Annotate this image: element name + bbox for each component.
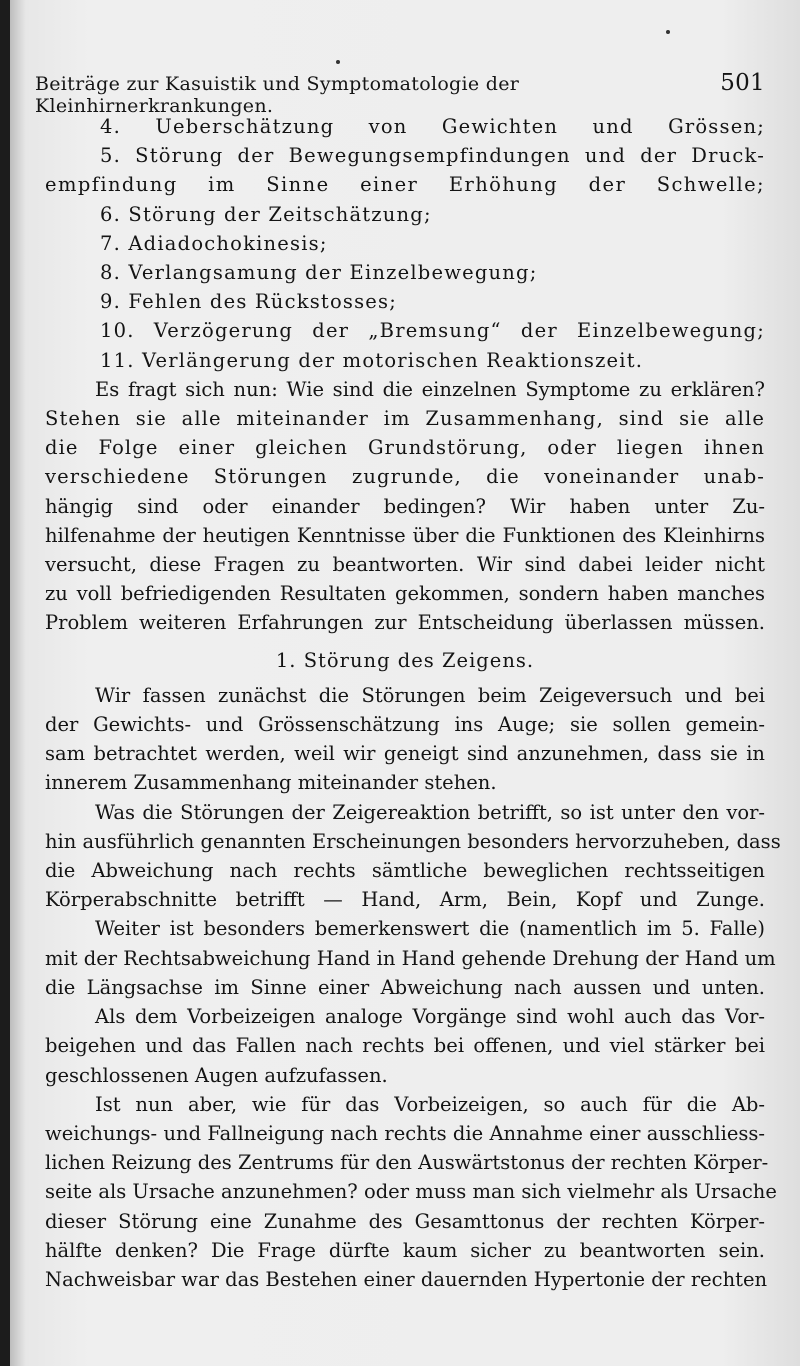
paragraph [45,798,781,915]
text-line: beigehen und das Fallen nach rechts bei offenen, und viel stärker bei [45,1034,765,1058]
running-title: Beiträge zur Kasuistik und Symptomatologie der Kleinhirnerkrankungen. [35,73,520,117]
text-line: Ist nun aber, wie für das Vorbeizeigen, so auch für die Ab- [95,1092,765,1116]
text-line: lichen Reizung des Zentrums für den Auswärtstonus der rechten Körper- [45,1151,769,1175]
scanned-page [10,0,800,1366]
text-line: die Folge einer gleichen Grundstörung, oder liegen ihnen [45,436,765,460]
list-item: 5. Störung der Bewegungsempfindungen und der Druck- [100,144,765,168]
text-line: zu voll befriedigenden Resultaten gekommen, sondern haben manches [45,582,765,606]
section-heading: 1. Störung des Zeigens. [275,648,535,672]
text-line: sam betrachtet werden, weil wir geneigt sind anzunehmen, dass sie in [45,742,765,766]
text-line: innerem Zusammenhang miteinander stehen. [45,771,497,795]
text-line: verschiedene Störungen zugrunde, die voneinander unab- [45,465,765,489]
text-line: dieser Störung eine Zunahme des Gesamttonus der rechten Körper- [45,1209,765,1233]
list-item: 7. Adiadochokinesis; [100,231,328,255]
speck-mark [336,60,340,64]
speck-mark [666,30,670,34]
text-line: Was die Störungen der Zeigereaktion betrifft, so ist unter den vor- [95,800,765,824]
text-line: hängig sind oder einander bedingen? Wir haben unter Zu- [45,494,765,518]
text-line: Körperabschnitte betrifft — Hand, Arm, Bein, Kopf und Zunge. [45,888,765,912]
page-number: 501 [720,70,765,96]
list-item: 6. Störung der Zeitschätzung; [100,202,432,226]
text-line: die Längsachse im Sinne einer Abweichung nach aussen und unten. [45,975,765,999]
text-line: Wir fassen zunächst die Störungen beim Zeigeversuch und bei [95,683,765,707]
paragraph [45,681,765,798]
intro-paragraph [45,375,765,638]
text-line: Es fragt sich nun: Wie sind die einzelnen Symptome zu erklären? [95,377,765,401]
text-line: geschlossenen Augen aufzufassen. [45,1063,388,1087]
text-line: versucht, diese Fragen zu beantworten. Wir sind dabei leider nicht [45,553,765,577]
body-text [45,112,781,1294]
paragraph [45,914,776,1002]
list-item: 4. Ueberschätzung von Gewichten und Grössen; [100,115,765,138]
list-item: 9. Fehlen des Rückstosses; [100,290,398,314]
text-line: Stehen sie alle miteinander im Zusammenhang, sind sie alle [45,407,765,431]
text-line: die Abweichung nach rechts sämtliche beweglichen rechtsseitigen [45,859,765,883]
numbered-list [45,112,765,375]
text-line: hin ausführlich genannten Erscheinungen besonders hervorzuheben, dass [45,829,781,853]
text-line: der Gewichts- und Grössenschätzung ins Auge; sie sollen gemein- [45,713,765,737]
text-line: Problem weiteren Erfahrungen zur Entscheidung überlassen müssen. [45,611,765,635]
text-line: Nachweisbar war das Bestehen einer dauernden Hypertonie der rechten [45,1267,768,1291]
paragraph [45,1002,765,1090]
paragraph [45,1090,777,1294]
list-item-continuation: empfindung im Sinne einer Erhöhung der Schwelle; [45,173,765,197]
text-line: hälfte denken? Die Frage dürfte kaum sicher zu beantworten sein. [45,1238,765,1262]
text-line: seite als Ursache anzunehmen? oder muss man sich vielmehr als Ursache [45,1180,777,1204]
text-line: weichungs- und Fallneigung nach rechts die Annahme einer ausschliess- [45,1121,765,1145]
text-line: mit der Rechtsabweichung Hand in Hand gehende Drehung der Hand um [45,946,776,970]
running-header [35,70,775,117]
list-item: 11. Verlängerung der motorischen Reaktionszeit. [100,348,644,372]
list-item: 10. Verzögerung der „Bremsung“ der Einzelbewegung; [100,319,765,343]
list-item: 8. Verlangsamung der Einzelbewegung; [100,261,538,285]
text-line: Als dem Vorbeizeigen analoge Vorgänge sind wohl auch das Vor- [95,1005,765,1029]
text-line: hilfenahme der heutigen Kenntnisse über die Funktionen des Kleinhirns [45,523,765,547]
text-line: Weiter ist besonders bemerkenswert die (namentlich im 5. Falle) [95,917,765,941]
